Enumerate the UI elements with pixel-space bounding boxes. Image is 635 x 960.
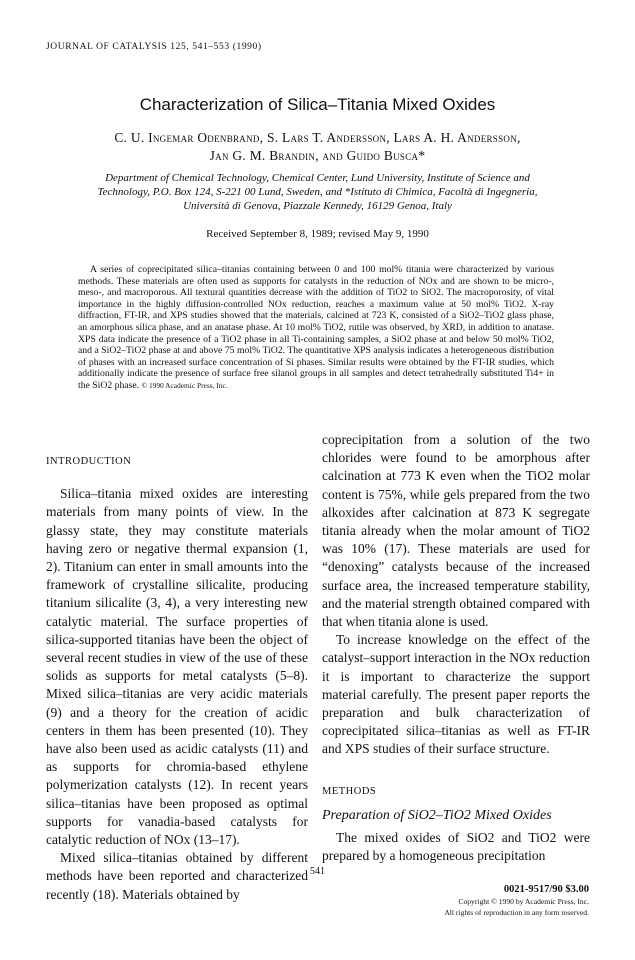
abstract bbox=[78, 264, 554, 392]
methods-paragraph-1: The mixed oxides of SiO2 and TiO2 were prepared by a homogeneous precipitation bbox=[322, 830, 590, 864]
article-title: Characterization of Silica–Titania Mixed Oxides bbox=[139, 95, 496, 114]
received-dates: Received September 8, 1989; revised May 9, 1990 bbox=[206, 228, 429, 240]
abstract-text: A series of coprecipitated silica–titanias containing between 0 and 100 mol% titania were characterized by various methods. These materials are often used as supports for catalysts in the reduction of NOx and are shown to be micro-, meso-, and macroporous. All textural quantities decrease with the addition of TiO2 to SiO2. The macroporosity, of vital importance in the highly diffusion-controlled NOx reduction, reaches a maximum value at 50 mol% TiO2. X-ray diffraction, FT-IR, and XPS studies showed that the materials, calcined at 723 K, consisted of a SiO2–TiO2 glass phase, an amorphous silica phase, and an anatase phase. At 10 mol% TiO2, rutile was observed, by XRD, in addition to anatase. XPS data indicate the presence of a TiO2 phase in all Ti-containing samples, a SiO2 phase at and below 50 mol% TiO2, and a SiO2–TiO2 phase at and above 75 mol% TiO2. The quantitative XPS analysis indicates a heterogeneous distribution of phases with an increased surface concentration of Si phases. Similar results were obtained by the FT-IR studies, which additionally indicate the presence of surface free silanol groups in all samples and detect tetrahedrally substituted Ti4+ in the SiO2 phase. bbox=[78, 264, 554, 391]
author-line-2: Jan G. M. Brandin, and Guido Busca* bbox=[209, 148, 426, 163]
page-number: 541 bbox=[310, 866, 325, 877]
abstract-copyright: © 1990 Academic Press, Inc. bbox=[141, 380, 228, 390]
publisher-footer bbox=[444, 883, 589, 918]
author-line-1: C. U. Ingemar Odenbrand, S. Lars T. Andersson, Lars A. H. Andersson, bbox=[114, 130, 521, 145]
intro-paragraph-1: Silica–titania mixed oxides are interesting materials from many points of view. In the glassy state, they may constitute materials having zero or negative thermal expansion (1, 2). Titanium can enter in small amounts into the framework of crystalline silicalite, producing titanium silicalite (3, 4), a very interesting new catalytic material. The surface properties of silica-supported titanias have been the object of several recent studies in view of the use of these solids as supports for metal catalysts (5–8). Mixed silica–titanias are very acidic materials (9) and a theory for the creation of acidic centers in them has been presented (10). They have also been used as acidic catalysts (11) and as supports for chromia-based ethylene polymerization catalysts (12). In recent years silica–titanias have been proposed as optimal supports for vanadia-based catalysts for catalytic reduction of NOx (13–17). bbox=[46, 486, 308, 848]
affiliation-line-1: Department of Chemical Technology, Chemical Center, Lund University, Institute of Science and bbox=[105, 172, 530, 184]
footer-copyright: Copyright © 1990 by Academic Press, Inc. bbox=[458, 897, 589, 906]
affiliation bbox=[40, 171, 595, 213]
intro-paragraph-2: Mixed silica–titanias obtained by different methods have been reported and characterized recently (18). Materials obtained by bbox=[46, 850, 308, 902]
journal-running-header: JOURNAL OF CATALYSIS 125, 541–553 (1990) bbox=[46, 42, 262, 52]
right-column bbox=[322, 431, 590, 865]
section-heading-methods: METHODS bbox=[322, 785, 377, 797]
author-list bbox=[40, 129, 595, 165]
intro-paragraph-4: To increase knowledge on the effect of the catalyst–support interaction in the NOx reduction it is important to characterize the support material carefully. The present paper reports the preparation and bulk characterization of coprecipitated silica–titanias as well as FT-IR and XPS studies of their surface structure. bbox=[322, 632, 590, 757]
affiliation-line-2: Technology, P.O. Box 124, S-221 00 Lund, Sweden, and *Istituto di Chimica, Facoltà di Ingegneria, bbox=[97, 186, 538, 198]
affiliation-line-3: Università di Genova, Piazzale Kennedy, 16129 Genoa, Italy bbox=[183, 200, 452, 212]
footer-rights: All rights of reproduction in any form reserved. bbox=[444, 907, 589, 917]
left-column bbox=[46, 453, 308, 904]
intro-paragraph-3: coprecipitation from a solution of the two chlorides were found to be amorphous after calcination at 773 K even when the TiO2 molar content is 75%, while gels prepared from the two alkoxides after calcination at 873 K segregate titania already when the molar amount of TiO2 was 10% (17). These materials are used for “denoxing” catalysts because of the increased surface area, the increased temperature stability, and the material strength obtained compared with that when titania alone is used. bbox=[322, 432, 590, 630]
section-heading-introduction: INTRODUCTION bbox=[46, 456, 132, 467]
subsection-heading-preparation: Preparation of SiO2–TiO2 Mixed Oxides bbox=[322, 807, 552, 823]
issn-price: 0021-9517/90 $3.00 bbox=[503, 884, 589, 895]
